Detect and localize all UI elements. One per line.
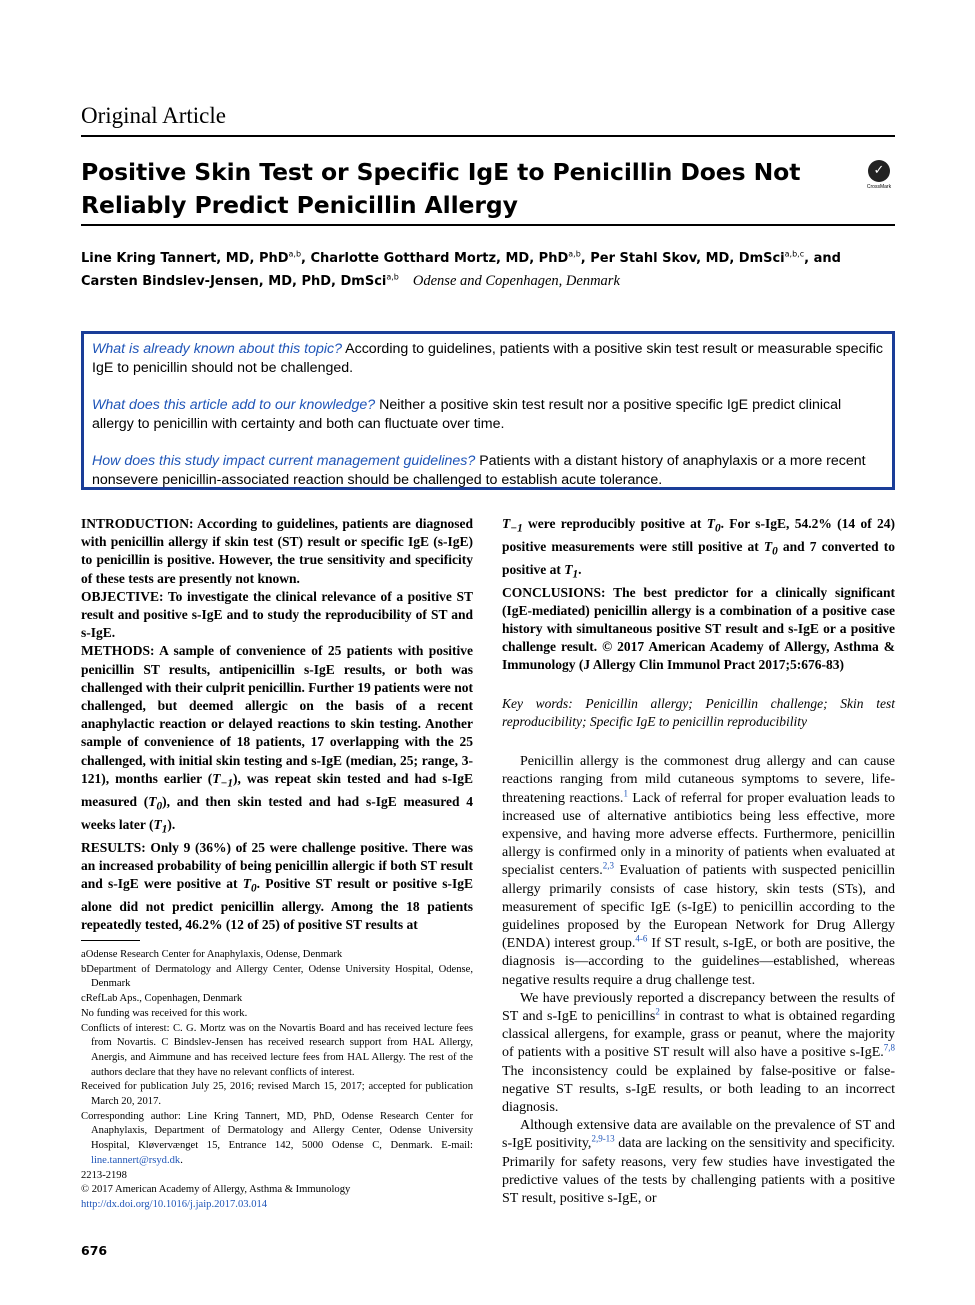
- conflicts-note: Conflicts of interest: C. G. Mortz was on the Novartis Board and has received lecture fees from Novartis. C Bindslev-Jensen has received research support from HAL Allergy, Anergis, and Aimmune and has received lecture fees from HAL Allergy. The rest of the authors declare that they have no relevant conflicts of interest.: [81, 1022, 473, 1078]
- author-affiliation: a,b: [386, 272, 399, 282]
- author-location: Odense and Copenhagen, Denmark: [412, 273, 620, 289]
- summary-answer: Patients with a distant history of anaphylaxis or a more recent nonsevere penicillin-associated reaction should be challenged to establish acute tolerance.: [92, 453, 866, 488]
- citation-link[interactable]: 2: [655, 1006, 660, 1017]
- author-separator: ,: [301, 251, 311, 266]
- keywords-text: Penicillin allergy; Penicillin challenge; Skin test reproducibility; Specific IgE to penicillin reproducibility: [502, 695, 895, 729]
- summary-item: [92, 340, 884, 377]
- page-number: 676: [81, 1243, 108, 1258]
- methods-text: ), was repeat skin tested and had s-IgE measured (: [81, 770, 474, 809]
- crossmark-icon: ✓: [868, 160, 890, 182]
- summary-item: [92, 452, 884, 489]
- time-t0: $T_0$: [242, 875, 257, 895]
- abstract-left: [81, 515, 473, 934]
- results-text: . For s-IgE, 54.2% (14 of 24) positive measurements were still positive at: [502, 516, 895, 554]
- author-separator: ,: [580, 251, 591, 266]
- author-affiliation: a,b: [568, 249, 581, 259]
- citation-link[interactable]: 4-6: [635, 933, 648, 944]
- abstract-introduction: INTRODUCTION: According to guidelines, patients are diagnosed with penicillin allergy if skin test (ST) result or specific IgE (s-IgE) to penicillin is positive. However, the true sensitivity and specificity of these tests are presently not known.: [81, 516, 473, 586]
- funding-note: No funding was received for this work.: [81, 1007, 248, 1019]
- title-rule: [81, 224, 895, 226]
- time-t0: $T_0$: [763, 538, 778, 558]
- section-label: Original Article: [81, 103, 226, 128]
- author-name: Carsten Bindslev-Jensen, MD, PhD, DmSci: [81, 274, 387, 289]
- body-paragraph: We have previously reported a discrepancy between the results of ST and s-IgE to penicillins$^2$ in contrast to what is obtained regarding classical allergens, for example, grass or peanut, where the majority of patients with a positive ST result will also have a positive s-IgE.$^{7,8}$ The inconsistency could be explained by false-positive or false-negative ST results, s-IgE results, or both leading to an incorrect diagnosis.: [502, 990, 896, 1115]
- citation-link[interactable]: 2,9-13: [591, 1133, 615, 1144]
- keywords: [502, 695, 895, 731]
- crossmark-logo[interactable]: [861, 160, 897, 196]
- summary-item: [92, 396, 884, 433]
- right-column: [502, 515, 895, 1208]
- footnotes: [81, 948, 473, 1213]
- abstract-right: [502, 515, 895, 675]
- methods-text: METHODS: A sample of convenience of 25 patients with positive penicillin ST results, antipenicillin s-IgE results, or both was challenged with their culprit penicillin. Further 19 patients were not challenged, but deemed allergic on the basis of a recent anaphylactic reaction or delayed reactions to skin testing. Another sample of convenience of 18 patients, 17 overlapping with the 25 challenged, with initial skin testing and s-IgE (median, 25; range, 3-121), months earlier (: [81, 643, 473, 786]
- copyright-note: © 2017 American Academy of Allergy, Asthma & Immunology: [81, 1184, 351, 1196]
- author-affiliation: a,b: [288, 249, 302, 259]
- summary-question: What does this article add to our knowledge?: [92, 397, 376, 413]
- time-t0: $T_0$: [706, 516, 721, 535]
- issn: 2213-2198: [81, 1169, 127, 1181]
- abstract-conclusions: CONCLUSIONS: The best predictor for a clinically significant (IgE-mediated) penicillin allergy is a combination of a positive case history with simultaneous positive ST result and s-IgE or a positive challenge result. © 2017 American Academy of Allergy, Asthma & Immunology (J Allergy Clin Immunol Pract 2017;5:676-83): [502, 584, 895, 673]
- abstract-methods: [81, 642, 473, 838]
- affiliation-a: aOdense Research Center for Anaphylaxis, Odense, Denmark: [81, 949, 343, 960]
- left-column: [81, 515, 473, 934]
- time-t-minus: $T_{-1}$: [212, 770, 233, 790]
- author-affiliation: a,b,c: [784, 249, 805, 259]
- corresponding-note: Corresponding author: Line Kring Tannert, MD, PhD, Odense Research Center for Anaphylaxis, Department of Dermatology and Allergy Center, Odense University Hospital, Kløvervænget 15, Entrance 142, 5000 Odense C, Denmark. E-mail: line.tannert@rsyd.dk.: [81, 1110, 473, 1166]
- header-rule: [81, 135, 895, 137]
- methods-text: ).: [167, 816, 176, 832]
- author-name: Per Stahl Skov, MD, DmSci: [590, 251, 785, 266]
- summary-answer: Neither a positive skin test result nor a positive specific IgE predict clinical allergy to penicillin with certainty and both can fluctuate over time.: [92, 397, 842, 432]
- crossmark-label: CrossMark: [866, 184, 892, 190]
- results-text: . Positive ST result or positive s-IgE alone did not predict penicillin allergy. Among the 18 patients repeatedly tested, 46.2% (12 of 25) of positive ST results at: [81, 875, 473, 933]
- affiliation-c: cRefLab Aps., Copenhagen, Denmark: [81, 993, 243, 1005]
- body-paragraph: Although extensive data are available on the prevalence of ST and s-IgE positivity,$^{2,9-13}$ data are lacking on the sensitivity and specificity. Primarily for safety reasons, very few studies have investigated the predictive values of the tests by challenging patients with a positive ST result, positive s-IgE, or: [502, 1118, 895, 1206]
- summary-box: [81, 331, 895, 490]
- affiliation-b: bDepartment of Dermatology and Allergy Center, Odense University Hospital, Odense, Denmark: [81, 963, 473, 990]
- summary-question: What is already known about this topic?: [92, 341, 342, 357]
- results-text: and 7 converted to positive at: [502, 538, 896, 577]
- results-text: RESULTS: Only 9 (36%) of 25 were challenge positive. There was an increased probability of being penicillin allergic if both ST result and s-IgE were positive at: [81, 839, 473, 891]
- body-paragraph: Penicillin allergy is the commonest drug allergy and can cause reactions ranging from mild cutaneous symptoms to severe, life-threatening reactions.$^1$ Lack of referral for proper evaluation leads to increased use of alternative antibiotics being less effective, more expensive, and having more adverse effects. Furthermore, penicillin allergy is confirmed only in a minority of patients when evaluated at specialist centers.$^{2,3}$ Evaluation of patients with suspected penicillin allergy primarily consists of case history, skin tests (STs), and measurement of specific IgE (s-IgE) to penicillin according to the guidelines proposed by the European Network for Drug Allergy (ENDA) interest group.$^{4-6}$ If ST result, s-IgE, or both are positive, the diagnosis is—according to the guidelines—established, whereas negative results require a drug challenge test.: [502, 754, 896, 988]
- author-name: Line Kring Tannert, MD, PhD: [81, 251, 289, 266]
- doi-link[interactable]: http://dx.doi.org/10.1016/j.jaip.2017.03.014: [81, 1198, 268, 1210]
- citation-link[interactable]: 2,3: [602, 860, 614, 871]
- citation-link[interactable]: 7,8: [883, 1042, 895, 1053]
- received-note: Received for publication July 25, 2016; revised March 15, 2017; accepted for publication March 20, 2017.: [81, 1081, 473, 1108]
- time-t0: $T_0$: [148, 793, 163, 813]
- time-t-minus: $T_{-1}$: [502, 516, 523, 535]
- keywords-label: Key words:: [502, 695, 573, 711]
- results-text: .: [578, 561, 582, 577]
- author-list: [81, 248, 895, 293]
- time-t1: $T_1$: [564, 561, 579, 581]
- time-t1: $T_1$: [153, 816, 168, 836]
- body-text: [502, 753, 895, 1208]
- author-separator: , and: [804, 251, 841, 266]
- abstract-objective: OBJECTIVE: To investigate the clinical relevance of a positive ST result and positive s-IgE and to study the reproducibility of ST and s-IgE.: [81, 588, 473, 641]
- results-text: were reproducibly positive at: [522, 516, 707, 531]
- abstract-results-part1: [81, 839, 473, 935]
- article-title: Positive Skin Test or Specific IgE to Penicillin Does Not Reliably Predict Penicillin Allergy: [81, 158, 801, 219]
- citation-link[interactable]: 1: [623, 787, 628, 798]
- footnote-rule: [81, 940, 140, 941]
- abstract-results-part2: [502, 515, 895, 584]
- methods-text: ), and then skin tested and had s-IgE measured 4 weeks later (: [81, 793, 473, 832]
- summary-question: How does this study impact current management guidelines?: [92, 453, 476, 469]
- summary-answer: According to guidelines, patients with a positive skin test result or measurable specific IgE to penicillin should not be challenged.: [92, 341, 883, 376]
- author-name: Charlotte Gotthard Mortz, MD, PhD: [310, 251, 569, 266]
- email-link[interactable]: line.tannert@rsyd.dk: [91, 1154, 181, 1166]
